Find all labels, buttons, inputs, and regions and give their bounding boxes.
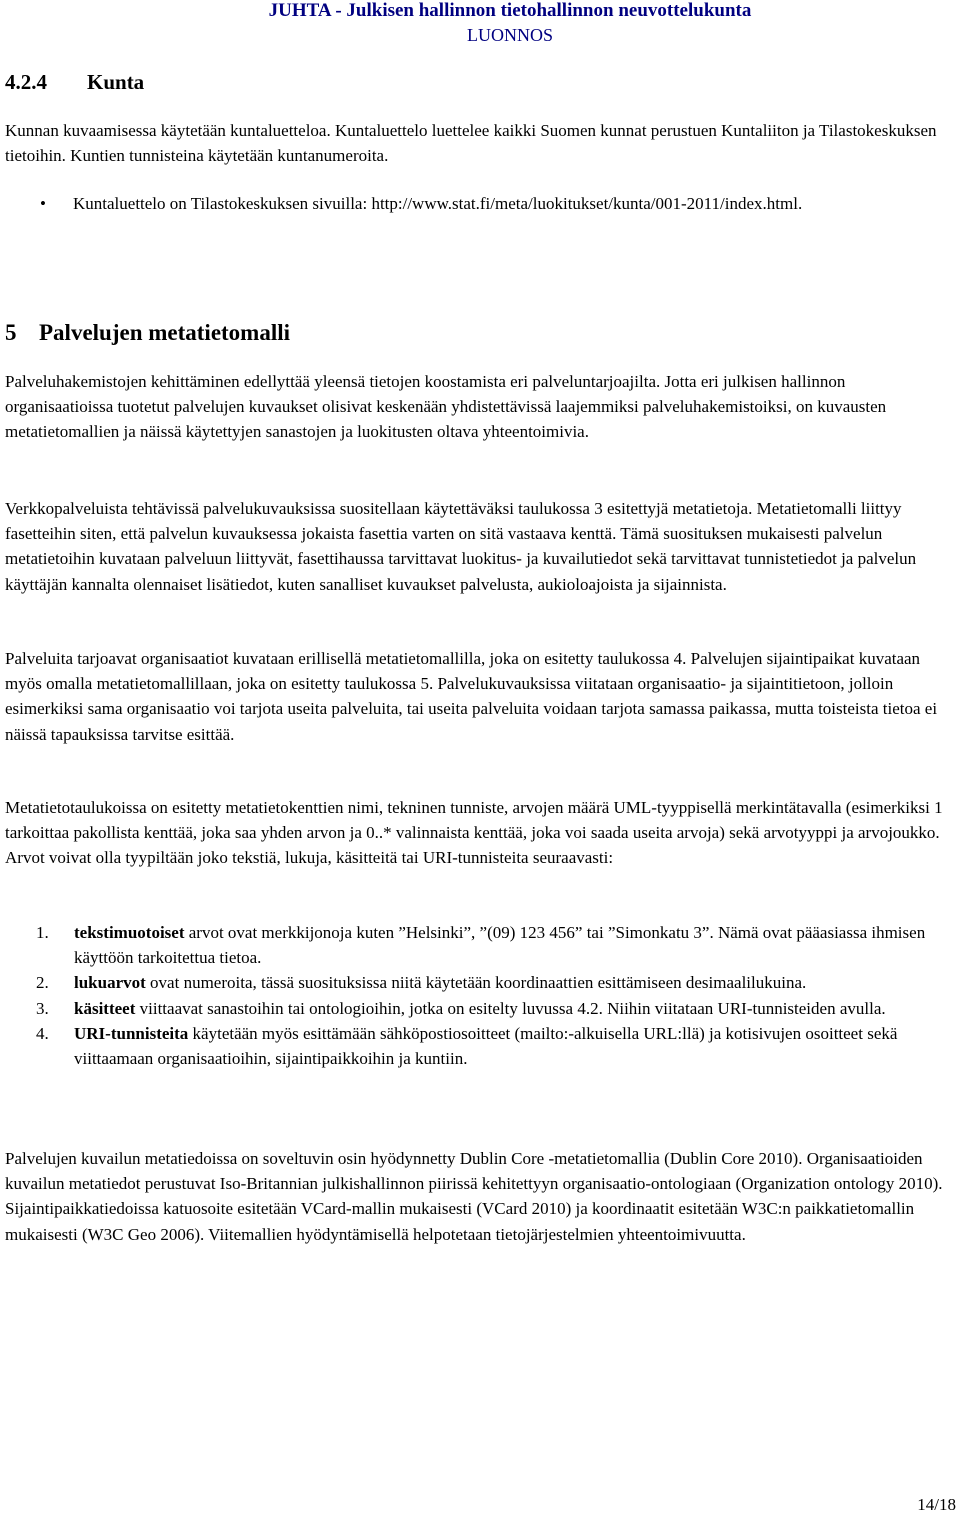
paragraph-2: Verkkopalveluista tehtävissä palvelukuvauksissa suositellaan käytettäväksi taulukossa 3 esitettyjä metatietoja. Metatietomalli liittyy fasetteihin siten, että palvelun kuvauksessa jokaista fasettia varten on sitä vastaava kenttä. Tämä suosituksen mukaisesti palvelun metatietoihin kuvataan palveluun liittyvät, fasettihaussa tarvittavat luokitus- ja kuvailutiedot sekä tarvittavat tunnistetiedot ja palvelun käyttäjän kannalta olennaiset lisätiedot, kuten sanalliset kuvaukset palvelusta, aukioloajoista ja sijainnista. — [5, 499, 917, 594]
list-item — [36, 1021, 956, 1071]
list-term: URI-tunnisteita — [74, 1023, 189, 1043]
list-item — [36, 996, 956, 1021]
list-item — [36, 970, 956, 995]
list-item — [36, 920, 956, 970]
paragraph-3: Palveluita tarjoavat organisaatiot kuvataan erillisellä metatietomallilla, joka on esitetty taulukossa 4. Palvelujen sijaintipaikat kuvataan myös omalla metatietomallillaan, joka on esitetty taulukossa 5. Palvelukuvauksissa viitataan organisaatio- ja sijaintitietoon, jolloin esimerkiksi sama organisaatio voi tarjota useita palveluita, tai useita palveluita voidaan tarjota samassa paikassa, mutta toisteista tietoa ei näissä tapauksissa tarvitse esittää. — [5, 649, 938, 744]
list-term: käsitteet — [74, 998, 136, 1018]
list-number: 1. — [36, 923, 49, 942]
kunta-paragraph: Kunnan kuvaamisessa käytetään kuntaluetteloa. Kuntaluettelo luettelee kaikki Suomen kunnat perustuen Kuntaliiton ja Tilastokeskuksen tietoihin. Kuntien tunnisteina käytetään kuntanumeroita. — [5, 121, 937, 166]
value-type-list — [36, 920, 956, 1071]
list-text: käytetään myös esittämään sähköpostiosoitteet (mailto:-alkuisella URL:llä) ja kotisivujen osoitteet sekä viittaamaan organisaatioihin, sijaintipaikkoihin ja kuntiin. — [74, 1023, 898, 1069]
bullet-text: Kuntaluettelo on Tilastokeskuksen sivuilla: http://www.stat.fi/meta/luokitukset/kunta/001-2011/index.html. — [73, 194, 803, 213]
paragraph-5: Palvelujen kuvailun metatiedoissa on soveltuvin osin hyödynnetty Dublin Core -metatietomallia (Dublin Core 2010). Organisaatioiden kuvailun metatiedot perustuvat Iso-Britannian julkishallinnon piirissä kehitettyyn organisaatio-ontologiaan (Organization ontology 2010). Sijaintipaikkatiedoissa katuosoite esitetään VCard-mallin mukaisesti (VCard 2010) ja koordinaatit esitetään W3C:n paikkatietomallin mukaisesti (W3C Geo 2006). Viitemallien hyödyntämisellä helpotetaan tietojärjestelmien yhteentoimivuutta. — [5, 1149, 943, 1244]
page-number: 14/18 — [917, 1495, 956, 1514]
list-text: viittaavat sanastoihin tai ontologioihin, jotka on esitelty luvussa 4.2. Niihin viitataan URI-tunnisteiden avulla. — [135, 998, 886, 1018]
list-number: 2. — [36, 973, 49, 993]
section-heading-5 — [5, 318, 290, 348]
list-term: tekstimuotoiset — [74, 923, 185, 942]
section-title: Palvelujen metatietomalli — [39, 320, 291, 345]
list-number: 3. — [36, 998, 49, 1018]
paragraph-1: Palveluhakemistojen kehittäminen edellyttää yleensä tietojen koostamista eri palveluntarjoajilta. Jotta eri julkisen hallinnon organisaatioissa tuotetut palvelujen kuvaukset olisivat keskenään yhdistettävissä laajemmiksi palveluhakemistoiksi, on kuvausten metatietomallien ja näissä käytettyjen sanastojen ja luokitusten oltava yhteentoimivia. — [5, 372, 887, 442]
list-term: lukuarvot — [74, 973, 146, 993]
section-heading-4-2-4 — [5, 69, 144, 95]
paragraph-4: Metatietotaulukoissa on esitetty metatietokenttien nimi, tekninen tunniste, arvojen määrä UML-tyyppisellä merkintätavalla (esimerkiksi 1 tarkoittaa pakollista kenttää, joka saa yhden arvon ja 0..* valinnaista kenttää, joka voi saada useita arvoja) sekä arvotyyppi ja arvojoukko. Arvot voivat olla tyypiltään joko tekstiä, lukuja, käsitteitä tai URI-tunnisteita seuraavasti: — [5, 798, 943, 868]
section-title: Kunta — [87, 70, 145, 94]
list-text: ovat numeroita, tässä suosituksissa niitä käytetään koordinaattien esittämiseen desimaalilukuina. — [145, 973, 807, 993]
header-subtitle: LUONNOS — [466, 25, 553, 45]
section-number: 5 — [5, 320, 17, 345]
bullet-icon: • — [40, 194, 46, 213]
list-text: arvot ovat merkkijonoja kuten ”Helsinki”, ”(09) 123 456” tai ”Simonkatu 3”. Nämä ovat pääasiassa ihmisen käyttöön tarkoitettua tietoa. — [74, 923, 926, 968]
section-number: 4.2.4 — [5, 70, 47, 94]
header-title: JUHTA - Julkisen hallinnon tietohallinnon neuvottelukunta — [268, 0, 752, 21]
list-number: 4. — [36, 1023, 49, 1043]
